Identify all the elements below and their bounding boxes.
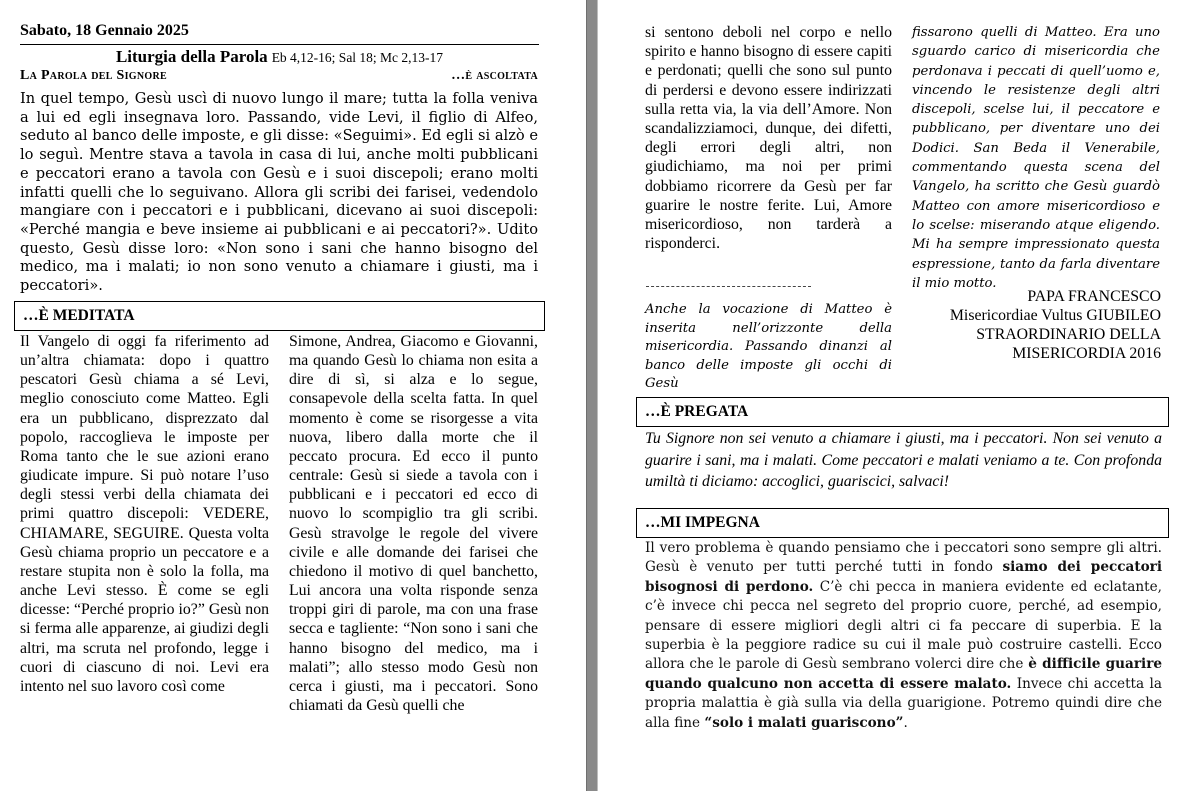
left-page (0, 0, 586, 791)
quote-text-start: Anche la vocazione di Matteo è inserita nell’orizzonte della misericordia. Passando dinanzi al banco delle imposte gli occhi di Gesù (645, 302, 892, 392)
gospel-text: In quel tempo, Gesù uscì di nuovo lungo il mare; tutta la folla veniva a lui ed egli insegnava loro. Passando, vide Levi, il figlio di Alfeo, seduto al banco delle imposte, e gli disse: «Seguimi». Ed egli si alzò e lo seguì. Mentre stava a tavola in casa di lui, anche molti pubblicani e peccatori erano a tavola con Gesù e i suoi discepoli; erano molti infatti quelli che lo seguivano. Allora gli scribi dei farisei, vedendolo mangiare con i peccatori e i pubblicani, dicevano ai suoi discepoli: «Perché mangia e beve insieme ai pubblicani e ai peccatori?». Udito questo, Gesù disse loro: «Non sono i sani che hanno bisogno del medico, ma i malati; io non sono venuto a chiamare i giusti, ma i peccatori». (20, 90, 538, 295)
right-page (598, 0, 1188, 791)
impegna-text-part: Il vero problema è quando pensiamo che i peccatori sono sempre gli altri. Gesù è venuto per tutti perché tutti in fondo (645, 540, 1162, 576)
impegna-bold-2: è difficile guarire quando qualcuno non accetta di essere malato. (645, 656, 1162, 692)
impegna-text-part: C’è chi pecca in maniera evidente ed eclatante, c’è invece chi pecca nel segreto del proprio cuore, perché, ad esempio, pensare di essere migliori degli altri ci fa peccare di superbia. E la superbia è la peggiore radice su cui il male può costruire castelli. Ecco allora che le parole di Gesù sembrano volerci dire che (645, 578, 1162, 673)
meditata-column-1: Il Vangelo di oggi fa riferimento ad un’altra chiamata: dopo i quattro pescatori Gesù chiama a sé Levi, meglio conosciuto come Matteo. Egli era un pubblicano, disprezzato dal popolo, raccoglieva le imposte per Roma tanto che le sue azioni erano giudicate impure. Si può notare l’uso degli stessi verbi della chiamata dei primi quattro discepoli: VEDERE, CHIAMARE, SEGUIRE. Questa volta Gesù chiama proprio un peccatore e a restare stupita non è solo la folla, ma anche Levi stesso. È come se egli dicesse: “Perché proprio io?” Gesù non si ferma alle apparenze, ai giudizi degli altri, ma scruta nel profondo, legge i cuori di ciascuno di noi. Levi era intento nel suo lavoro così come (20, 333, 269, 695)
page-date: Sabato, 18 Gennaio 2025 (20, 22, 189, 39)
impegna-text (645, 539, 1162, 733)
quote-text-continued: fissarono quelli di Matteo. Era uno sguardo carico di misericordia che perdonava i peccati di quell’uomo e, vincendo le resistenze degli altri discepoli, scelse lui, il peccatore e pubblicano, per diventare uno dei Dodici. San Beda il Venerabile, commentando questa scena del Vangelo, ha scritto che Gesù guardò Matteo con amore misericordioso e lo scelse: miserando atque eligendo. Mi ha sempre impressionato questa espressione, tanto da farla diventare il mio motto. (912, 25, 1160, 291)
quote-separator (646, 286, 811, 287)
impegna-text-part: Invece chi accetta la propria malattia è già sulla via della guarigione. Potremo quindi dire che alla fine (645, 675, 1162, 731)
liturgia-references: Eb 4,12-16; Sal 18; Mc 2,13-17 (271, 50, 444, 65)
meditata-column-3: si sentono deboli nel corpo e nello spirito e hanno bisogno di essere capiti e perdonati; quelli che sono sul punto di perdersi e devono essere indirizzati sulla retta via, la via dell’Amore. Non scandalizziamoci, dunque, dei difetti, degli errori degli altri, non giudichiamo, ma noi per primi dobbiamo ricorrere da Gesù per far guarire le nostre ferite. Lui, Amore misericordioso, non tarderà a risponderci. (645, 24, 892, 253)
impegna-text-part: . (903, 714, 908, 731)
impegna-bold-1: siamo dei peccatori bisognosi di perdono. (645, 559, 1162, 595)
header-rule (20, 44, 539, 45)
impegna-heading: …MI IMPEGNA (636, 508, 1169, 538)
quote-signature (898, 287, 1161, 363)
meditata-column-2: Simone, Andrea, Giacomo e Giovanni, ma quando Gesù lo chiama non esita a dire di sì, si alza e lo segue, consapevole della scelta fatta. In quel momento è come se risorgesse a vita nuova, libero dalla morte che il peccato procura. Ed ecco il punto centrale: Gesù si siede a tavola con i pubblicani e i peccatori ed ecco di nuovo lo scompiglio tra gli scribi. Gesù stravolge le regole del vivere civile e alle domande dei farisei che chiedono il motivo di quel banchetto, Lui ancora una volta risponde senza troppi giri di parole, ma con una frase secca e tagliente: “Non sono i sani che hanno bisogno del medico, ma i malati”; allo stesso modo Gesù non cerca i giusti, ma i peccatori. Sono chiamati da Gesù quelli che (289, 333, 538, 714)
signature-line-4: MISERICORDIA 2016 (1012, 345, 1161, 362)
parola-title: La Parola del Signore (20, 68, 167, 83)
parola-subtitle: …è ascoltata (451, 68, 538, 83)
meditata-heading: …È MEDITATA (14, 301, 545, 331)
page-divider (586, 0, 598, 791)
parola-heading-row (20, 68, 538, 86)
impegna-bold-3: “solo i malati guariscono” (704, 714, 904, 731)
pregata-heading: …È PREGATA (636, 397, 1169, 427)
liturgia-title: Liturgia della Parola (115, 47, 268, 66)
liturgia-header (20, 47, 539, 67)
signature-line-2: Misericordiae Vultus GIUBILEO (949, 307, 1161, 324)
pregata-text: Tu Signore non sei venuto a chiamare i giusti, ma i peccatori. Non sei venuto a guarire i sani, ma i malati. Come peccatori e malati veniamo a te. Con profonda umiltà ti diciamo: accoglici, guariscici, salvaci! (645, 430, 1162, 490)
signature-line-3: STRAORDINARIO DELLA (976, 326, 1161, 343)
signature-name: PAPA FRANCESCO (1027, 288, 1161, 305)
